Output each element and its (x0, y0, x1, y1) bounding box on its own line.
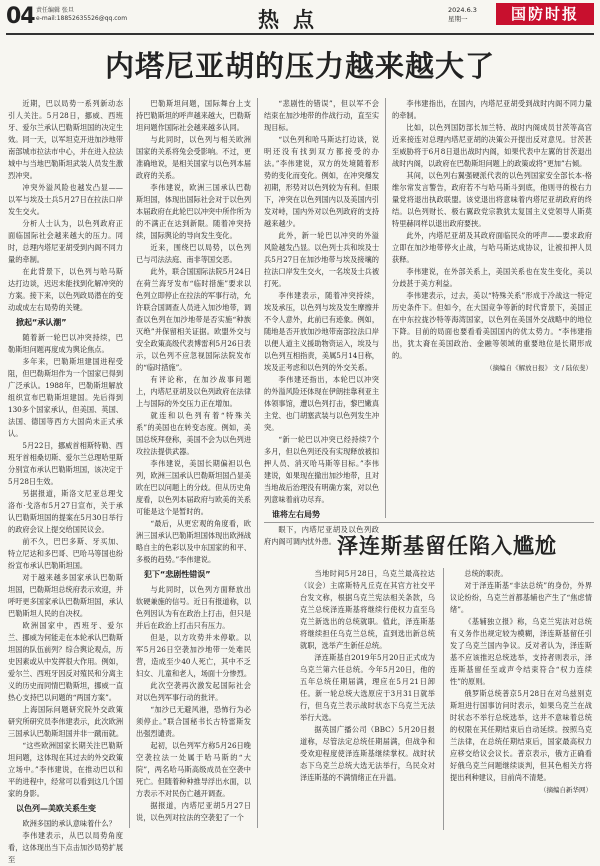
column-divider (385, 98, 386, 518)
column-divider (129, 98, 130, 828)
paragraph: 对于越来越多国家承认巴勒斯坦国，巴勒斯坦总统府表示欢迎，并呼吁更多国家承认巴勒斯坦国，承认巴勒斯坦人民的自决权。 (8, 573, 124, 618)
article-divider (264, 522, 594, 523)
paragraph-group-1 (8, 98, 123, 314)
paragraph: 分析人士认为，以色列政府正面临国际社会越来越大的压力。同时，总理内塔尼亚胡受到内阁不同力量的牵制。 (8, 219, 124, 264)
article-column-2 (136, 98, 251, 828)
second-article-column-2 (450, 568, 592, 830)
second-article-source: （摘编自新华网） (540, 786, 592, 794)
paragraph: 巴勒斯坦问题，国际舞台上支持巴勒斯坦的呼声越来越大，巴勒斯坦问题作国际社会越来越多认同。 (136, 99, 252, 132)
newspaper-logo: 国防时报 (496, 3, 594, 25)
paragraph: 与此同时，以色列方面释放出软硬兼施的信号。近日有报道称，以色列因认为有在政治上打击，但只是并后在政治上打击只有压力。 (136, 585, 252, 630)
paragraph: 与此同时，以色列与相关欧洲国家的关系将兔会受影响。不过，更准确地说，是相关国家与以色列本届政府的关系。 (136, 135, 252, 180)
paragraph: 俄罗斯总统普京5月28日在对乌兹别克斯坦进行国事访问时表示，如果乌克兰在战时状态不举行总统选举，这并不意味着总统的权限在其任期结束后自动延续。按照乌克兰法律，在总统任期结束后，国家最高权力应移交给议会议长。普京表示，俄方正确看好俄乌克兰问题继续谈判，但其色相关方将提出利种建议，目前尚不清楚。 (450, 689, 592, 782)
paragraph: “以色列和哈马斯达打边谈，说明还没有找到双方都接受的办法。”李伟建说，双方的处境随着形势的变化而变化。例如，在冲突爆发初期，形势对以色列较为有利。但眼下，冲突在以色列国内以及美国内引发对峙，国内外对以色列政府的支持越来越少。 (264, 135, 380, 228)
paragraph: 随着新一轮巴以冲突持续，巴勒斯坦问题再度成为舆论焦点。 (8, 333, 123, 354)
paragraph-group-6 (264, 98, 379, 506)
paragraph-group-3 (8, 818, 123, 866)
paragraph: 李伟建表示，从巴以局势角度看，这体现出当下点击加沙局势扩展至 (8, 831, 124, 864)
editor-info (36, 7, 127, 23)
paragraph: “悲剧性的错误”，但以军不会结束在加沙地带的作战行动，直至实现目标。 (264, 99, 380, 132)
paragraph: 欧洲国家中，西班牙、爱尔兰、挪威为何能走在本轮承认巴勒斯坦国的队伍前列？综合舆论观点，历史因素或从中发挥很大作用。例如，爱尔兰、西班牙因反对殖民和分离主义的历史而同情巴勒斯坦，挪威一直热心支持巴以问题的“两国方案”。 (8, 621, 124, 702)
subhead-relations: 以色列—美欧关系生变 (16, 804, 96, 813)
column-divider (257, 98, 258, 828)
issue-date (448, 6, 477, 24)
paragraph: 当地时间5月28日，乌克兰最高拉达（议会）主席斯特凡丘克在其官方社交平台发文称，根据乌克兰宪法相关条款，乌克兰总统泽连斯基将继续行使权力直至乌克兰新选出的总统就职。值此，泽连斯基将继续担任乌克兰总统，直到选出新总统就职，选举产生新任总统。 (300, 569, 435, 650)
section-title: 热点 (258, 7, 328, 32)
paragraph: “加沙已无避风港，恐怖行为必须停止。”联合国秘书长古特雷斯发出强烈谴责。 (136, 705, 251, 738)
paragraph: 李伟建说，美国长期偏袒以色列，欧洲三国承认巴勒斯坦国凸显美欧在巴以问题上的分歧。但从历史角度看，以色列本届政府与欧美的关系可能是这个是暂时的。 (136, 459, 252, 516)
paragraph: 李伟建还指出，本轮巴以冲突的外溢风险还体现在伊朗挂靠利亚主体领事馆，遭以色列打击，黎巴嫩真主党、也门胡塞武装与以色列发生冲突。 (264, 375, 380, 432)
subhead-tragic-error: 犯下“悲剧性错误” (144, 570, 211, 579)
paragraph: 近期，巴以局势一系列新动态引人关注。5月28日，挪威、西班牙、爱尔兰承认巴勒斯坦国的决定生效。同一天，以军坦克开进加沙地带南部城市拉法市中心，并在进入拉法城中与当地巴勒斯坦武装人员发生激烈冲突。 (8, 99, 124, 180)
second-headline: 泽连斯基留任陷入尴尬 (337, 534, 557, 558)
paragraph-group-8 (392, 98, 592, 362)
paragraph: 就连和以色列有着“特殊关系”的美国也在转变态度。例如，美国总统拜登称，美国不会为以色列进攻拉法提供武器。 (136, 411, 252, 456)
paragraph: “最后，从更宏观的角度看，欧洲三国承认巴勒斯坦国体现出欧洲战略自主的色彩以及中东国家的和平、多极的趋势。”李伟建说。 (136, 519, 252, 564)
article-column-1 (8, 98, 124, 864)
main-headline: 内塔尼亚胡的压力越来越大了 (104, 49, 495, 83)
paragraph-group-2 (8, 332, 123, 800)
column-divider (443, 568, 444, 830)
paragraph: 据报道，内塔尼亚胡5月27日说，以色列对拉法的空袭犯了一个 (136, 801, 251, 822)
paragraph: 李伟建表示，过去，美以“特殊关系”形成于冷战这一特定历史条件下。但如今，在大国竞争等新的时代背景下，美国正在中东拉拢沙特等海湾国家，以色列在美国外交战略中的地位下降。目前的局面也要看看美国国内的优太势力。“李伟建指出，犹太裔在美国政治、金融等领域的重要地位是长期形成的。 (392, 291, 592, 360)
paragraph: 其间，以色列右翼强硬派代表的以色列国家安全部长本-格维尔常发言警告，政府若不与哈马斯斗到底，他则寻的极右力量党将退出执政联盟。该党退出将意味着内塔尼亚胡政府的终结。以色列财长、极右翼政党宗教犹太复国主义党领导人斯莫特里赫同样以退出政府要挟。 (392, 171, 592, 228)
subhead-recognition-wave: 掀起“承认潮” (16, 318, 67, 327)
paragraph: 但是，以方攻势并未停歇。以军5月26日空袭加沙地带一处难民营，造成至少40人死亡，其中不乏妇女、儿童和老人，场面十分惨烈。 (136, 633, 252, 678)
page-number: 04 (6, 4, 35, 29)
paragraph: 欧洲多国的承认意味着什么？ (22, 819, 116, 828)
second-article-column-1 (300, 568, 435, 830)
article-source: （摘编自《解放日报》 文 / 陆依斐） (486, 364, 592, 372)
paragraph: 5月22日，挪威首相斯特勒、西班牙首相桑切斯、爱尔兰总理哈里斯分别宣布承认巴勒斯坦国，该决定于5月28日生效。 (8, 441, 124, 486)
paragraph: 对于泽连斯基“非法总统”的身份，外界议论纷纷，乌克兰首都基辅也产生了“焦虑情绪”。 (450, 581, 592, 614)
editor-email: e-mail:18852635526@qq.com (36, 15, 128, 22)
paragraph: 眼下，内塔尼亚胡及以色列政府内阁可调内忧外患。 (264, 525, 379, 546)
paragraph: 比如，以色列国防部长加兰特、战时内阁成员甘茨等高官近来接连对总理内塔尼亚胡的决策公开提出反对意见。甘茨甚至威胁将于6月8日退出战时内阁，如果代表中左翼的甘茨退出战时内阁，以政府在巴勒斯坦问题上的政策或将“更加”右倾。 (392, 123, 592, 168)
paragraph-group-5 (136, 584, 251, 824)
paragraph: 总统的职责。 (464, 569, 508, 578)
paragraph: 近来，围绕巴以局势，以色列已与司法法庭、南非等国交恶。 (136, 243, 251, 264)
paragraph: 有评论称，在加沙战事问题上，内塔尼亚胡及以色列政府在法律上与国际的外交压力正在增加。 (136, 375, 252, 408)
paragraph: 在此背景下，以色列与哈马斯达打边谈，迟迟未能找到化解冲突的方案。接下来，以色列政局潜在的变动或成左右局势的关键。 (8, 267, 124, 312)
paragraph: 泽连斯基自2019年5月20日正式成为乌克兰第六任总统。今年5月20日，他的五年总统任期届满，理应在5月21日卸任。新一轮总统大选原应于3月31日就举行，但乌克兰表示战时状态下乌克兰无法举行大选。 (300, 653, 435, 722)
paragraph: 此次空袭再次激发起国际社会对以色列军事行动的批评。 (136, 681, 251, 702)
paragraph: 此外，新一轮巴以冲突的外溢风险越发凸显。以色列士兵和埃及士兵5月27日在加沙地带与埃及接壤的拉法口岸发生交火，一名埃及士兵被打死。 (264, 231, 380, 288)
weekday: 星期一 (448, 15, 468, 23)
paragraph: 李伟建指出，在国内，内塔尼亚胡受到战时内阁不同力量的牵制。 (392, 99, 592, 120)
paragraph: 李伟建表示，随着冲突持续，埃及承压，以色列与埃及发生摩擦并不令人意外，此前已有迹象。例如，随地是否开放加沙地带南部拉法口岸以便人道主义援助物资运入，埃及与以色列互相指责，美属5月14日称，埃及正考虑和以色列的外交关系。 (264, 291, 380, 372)
paragraph: 李伟建说，欧洲三国承认巴勒斯坦国，体现出国际社会对于以色列本届政府在此轮巴以冲突中所作所为的不满正在达到新限。随着冲突持续，国际舆论的导向发生变化。 (136, 183, 252, 240)
paragraph: 据英国广播公司（BBC）5月20日报道称，尽管法定总统任期届满，但战争和受欢迎程度使泽连斯基继续掌权。战时状态下乌克兰总统大选无法举行，乌民众对泽连斯基的不满情绪正在升温。 (300, 725, 435, 782)
second-paragraph-group-2 (450, 568, 592, 784)
paragraph: 多年来，巴勒斯坦建国进程受阻，但巴勒斯坦作为一个国家已得到广泛承认。1988年，巴勒斯坦解放组织宣布巴勒斯坦建国。先后得到130多个国家承认，但美国、英国、法国、德国等西方大国尚未正式承认。 (8, 357, 124, 438)
paragraph-group-4 (136, 98, 251, 566)
paragraph: “这些欧洲国家长期关注巴勒斯坦问题，这体现在其过去的外交政策立场中。”李伟建说，在推动巴以和平的进程中，经常可以看到这几个国家的身影。 (8, 741, 124, 798)
paragraph: 李伟建说，在外部关系上，美国关系也在发生变化，美以分歧甚于美方利益。 (392, 267, 592, 288)
paragraph: 起初，以色列军方称5月26日晚空袭拉法一处属于哈马斯的“大院”，两名哈马斯高级成员在空袭中死亡。但随着种种推导浮出水面，以方表示不对民伤亡越开调查。 (136, 741, 252, 798)
paragraph: 《基辅独立报》称，乌克兰宪法对总统有义务作出规定较为模糊，泽连斯基留任引发了乌克兰国内争议。反对者认为，泽连斯基不应该推迟总统选举，支持者则表示，泽连斯基留任至或声令结束符合“权力连续性”的原则。 (450, 617, 592, 686)
article-column-4 (392, 98, 592, 518)
date-value: 2024.6.3 (448, 6, 477, 14)
second-paragraph-group-1 (300, 568, 435, 784)
editor-name: 责任编辑 张旦 (36, 7, 74, 14)
paragraph: 上海国际问题研究院外交政策研究所研究员李伟建表示，此次欧洲三国承认巴勒斯坦国并非一蹴而就。 (8, 705, 124, 738)
article-column-3 (264, 98, 380, 546)
paragraph: 前不久，巴巴多斯、牙买加、特立尼达和多巴哥、巴哈马等国也纷纷宣布承认巴勒斯坦国。 (8, 537, 124, 570)
header-divider (6, 33, 594, 35)
paragraph: 另据报道，斯洛文尼亚总理戈洛布·戈洛布5月27日宣布，关于承认巴勒斯坦国的提案在5月30日举行的政府会议上提交给国民议会。 (8, 489, 123, 534)
paragraph: “新一轮巴以冲突已经持续7个多月，但以色列还没有实现释放被扣押人员、消灭哈马斯等目标。”李伟建说，如果现在撤出加沙地带，且对当地战后治理没有明确方案，对以色列意味着前功尽弃。 (264, 435, 380, 504)
paragraph: 此外，内塔尼亚胡及其政府面临民众的呼声——要求政府立即在加沙地带停火止战，与哈马斯达成协议，让被扣押人员获释。 (392, 231, 592, 264)
subhead-who-decides: 谁将左右局势 (272, 510, 320, 519)
paragraph: 冲突外溢风险也越发凸显——以军与埃及士兵5月27日在拉法口岸发生交火。 (8, 183, 123, 216)
paragraph: 此外，联合国国际法院5月24日在荷兰海牙发布“临时措施”要求以色列立即停止在拉法的军事行动，允许联合国调查人员进入加沙地带，调查以色列在加沙地带是否实施“种族灭绝”并保留相关证据。欧盟外交与安全政策高级代表博雷利5月26日表示，以色列不应忽视国际法院发布的“临时措施”。 (136, 267, 252, 372)
page-header (0, 0, 600, 36)
